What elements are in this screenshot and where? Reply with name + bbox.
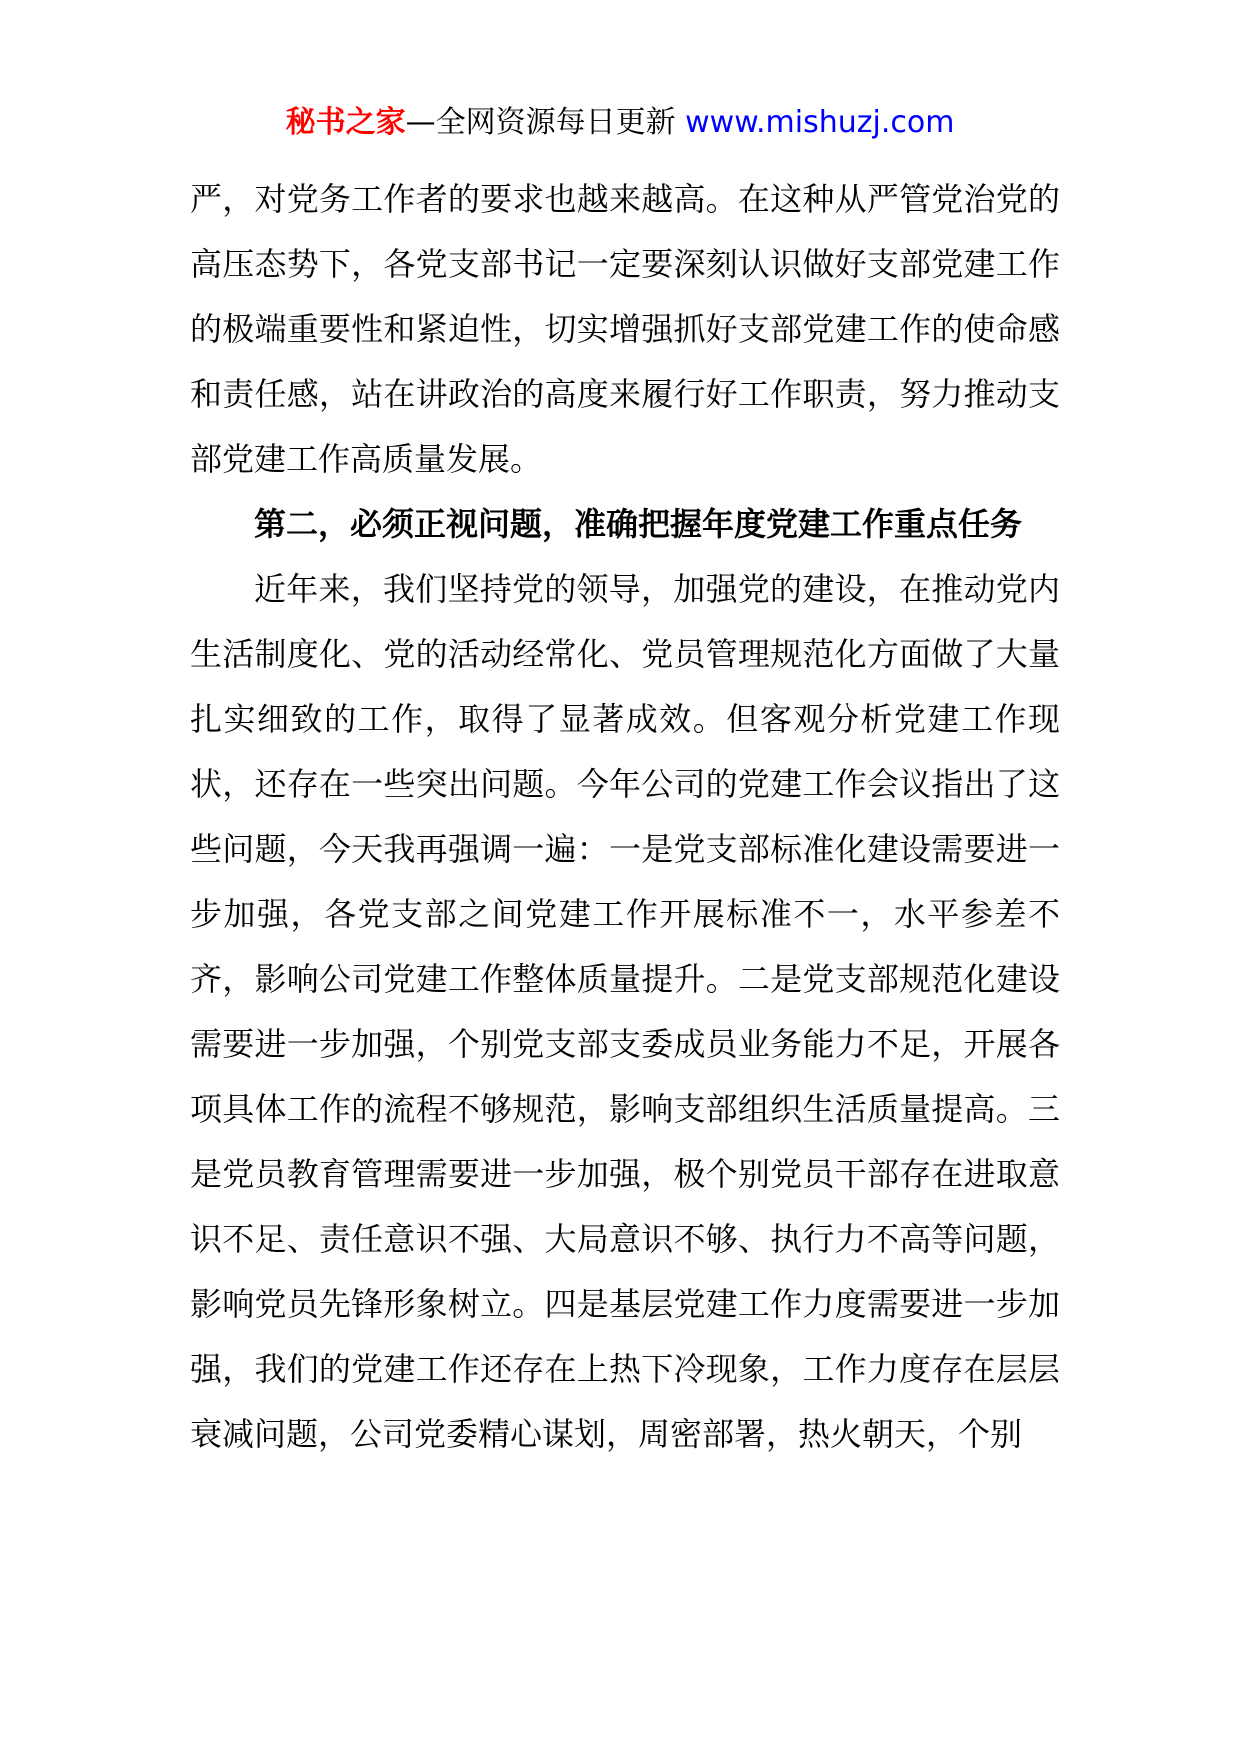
site-url-link[interactable]: www.mishuzj.com <box>685 105 955 140</box>
site-brand: 秘书之家 <box>285 105 406 140</box>
site-tagline: —全网资源每日更新 <box>405 105 676 140</box>
site-header <box>0 100 1240 146</box>
paragraph-body: 近年来，我们坚持党的领导，加强党的建设，在推动党内生活制度化、党的活动经常化、党员管理规范化方面做了大量扎实细致的工作，取得了显著成效。但客观分析党建工作现状，还存在一些突出问题。今年公司的党建工作会议指出了这些问题，今天我再强调一遍：一是党支部标准化建设需要进一步加强，各党支部之间党建工作开展标准不一，水平参差不齐，影响公司党建工作整体质量提升。二是党支部规范化建设需要进一步加强，个别党支部支委成员业务能力不足，开展各项具体工作的流程不够规范，影响支部组织生活质量提高。三是党员教育管理需要进一步加强，极个别党员干部存在进取意识不足、责任意识不强、大局意识不够、执行力不高等问题，影响党员先锋形象树立。四是基层党建工作力度需要进一步加强，我们的党建工作还存在上热下冷现象，工作力度存在层层衰减问题，公司党委精心谋划，周密部署，热火朝天，个别 <box>190 570 1060 1453</box>
section-heading: 第二，必须正视问题，准确把握年度党建工作重点任务 <box>254 505 1023 543</box>
paragraph-continuation: 严，对党务工作者的要求也越来越高。在这种从严管党治党的高压态势下，各党支部书记一定要深刻认识做好支部党建工作的极端重要性和紧迫性，切实增强抓好支部党建工作的使命感和责任感，站在讲政治的高度来履行好工作职责，努力推动支部党建工作高质量发展。 <box>190 180 1060 478</box>
document-body <box>190 167 1060 1467</box>
